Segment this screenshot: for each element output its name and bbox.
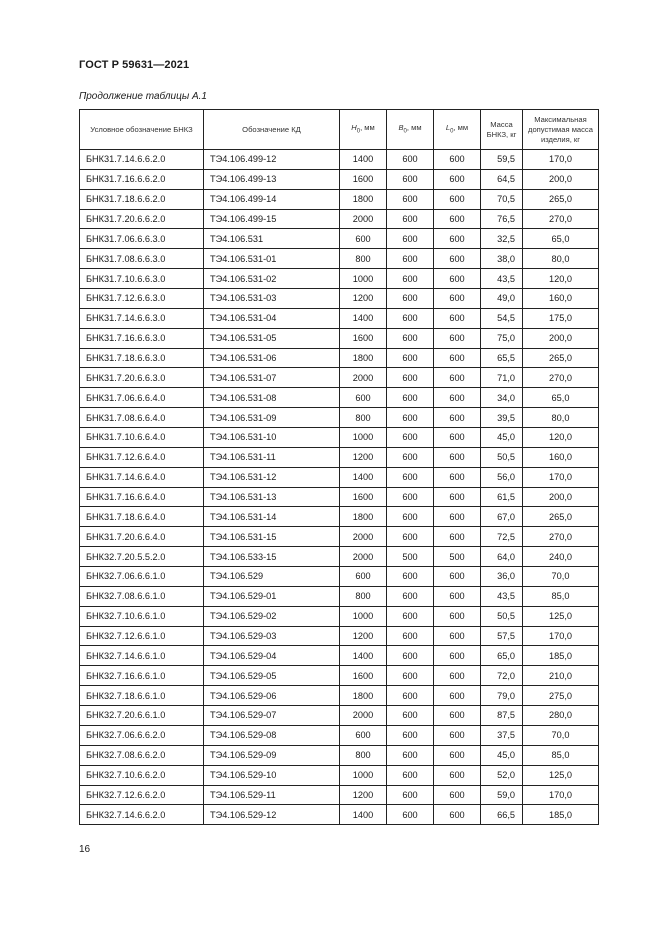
cell-h0: 1600 [340,328,387,348]
cell-h0: 1000 [340,428,387,448]
cell-max-mass: 270,0 [523,209,599,229]
cell-mass: 54,5 [481,308,523,328]
cell-mass: 66,5 [481,805,523,825]
cell-designation-kd: ТЭ4.106.531-02 [204,269,340,289]
cell-b0: 500 [387,547,434,567]
cell-b0: 600 [387,308,434,328]
cell-l0: 600 [434,269,481,289]
table-row [80,467,599,487]
cell-h0: 1200 [340,785,387,805]
table-row [80,169,599,189]
cell-designation-bnk: БНК32.7.06.6.6.2.0 [80,725,204,745]
cell-designation-kd: ТЭ4.106.531-13 [204,487,340,507]
cell-max-mass: 270,0 [523,527,599,547]
cell-h0: 2000 [340,547,387,567]
cell-designation-bnk: БНК32.7.20.5.5.2.0 [80,547,204,567]
cell-max-mass: 270,0 [523,368,599,388]
cell-l0: 600 [434,805,481,825]
cell-designation-kd: ТЭ4.106.531-14 [204,507,340,527]
cell-max-mass: 200,0 [523,169,599,189]
cell-designation-bnk: БНК32.7.14.6.6.1.0 [80,646,204,666]
cell-mass: 67,0 [481,507,523,527]
cell-mass: 65,5 [481,348,523,368]
b-unit: , мм [406,122,422,132]
cell-b0: 600 [387,229,434,249]
cell-designation-kd: ТЭ4.106.529-03 [204,626,340,646]
header-designation-bnk: Условное обозначение БНКЗ [80,110,204,150]
header-max-mass: Максимальная допустимая масса изделия, кг [523,110,599,150]
cell-mass: 64,0 [481,547,523,567]
cell-l0: 600 [434,388,481,408]
cell-l0: 600 [434,289,481,309]
table-row [80,428,599,448]
cell-l0: 600 [434,209,481,229]
table-row [80,686,599,706]
l-subscript: 0 [450,128,454,135]
table-row [80,785,599,805]
table-row [80,666,599,686]
cell-designation-kd: ТЭ4.106.529-11 [204,785,340,805]
cell-max-mass: 85,0 [523,745,599,765]
cell-designation-bnk: БНК31.7.18.6.6.3.0 [80,348,204,368]
cell-designation-bnk: БНК31.7.16.6.6.3.0 [80,328,204,348]
cell-b0: 600 [387,169,434,189]
cell-max-mass: 70,0 [523,725,599,745]
cell-max-mass: 185,0 [523,805,599,825]
cell-designation-bnk: БНК31.7.06.6.6.3.0 [80,229,204,249]
table-body [80,150,599,825]
cell-l0: 600 [434,428,481,448]
table-row [80,606,599,626]
cell-mass: 61,5 [481,487,523,507]
cell-l0: 600 [434,567,481,587]
cell-designation-kd: ТЭ4.106.529 [204,567,340,587]
cell-l0: 600 [434,308,481,328]
cell-h0: 800 [340,586,387,606]
cell-mass: 57,5 [481,626,523,646]
cell-designation-kd: ТЭ4.106.529-09 [204,745,340,765]
cell-b0: 600 [387,289,434,309]
cell-designation-bnk: БНК32.7.14.6.6.2.0 [80,805,204,825]
h-symbol: H [351,122,357,132]
cell-max-mass: 125,0 [523,606,599,626]
cell-max-mass: 120,0 [523,428,599,448]
cell-b0: 600 [387,209,434,229]
cell-max-mass: 120,0 [523,269,599,289]
cell-designation-kd: ТЭ4.106.531-05 [204,328,340,348]
cell-designation-bnk: БНК31.7.20.6.6.2.0 [80,209,204,229]
cell-b0: 600 [387,348,434,368]
cell-max-mass: 170,0 [523,150,599,170]
cell-designation-kd: ТЭ4.106.499-12 [204,150,340,170]
cell-b0: 600 [387,507,434,527]
table-row [80,388,599,408]
table-row [80,567,599,587]
cell-h0: 2000 [340,706,387,726]
cell-h0: 1000 [340,765,387,785]
cell-designation-bnk: БНК31.7.18.6.6.4.0 [80,507,204,527]
cell-h0: 1000 [340,269,387,289]
table-header-row [80,110,599,150]
table-row [80,308,599,328]
cell-b0: 600 [387,408,434,428]
cell-h0: 1600 [340,487,387,507]
cell-h0: 1200 [340,447,387,467]
cell-mass: 45,0 [481,745,523,765]
table-row [80,706,599,726]
table-row [80,805,599,825]
cell-mass: 59,0 [481,785,523,805]
cell-max-mass: 125,0 [523,765,599,785]
header-designation-kd: Обозначение КД [204,110,340,150]
cell-mass: 56,0 [481,467,523,487]
cell-designation-kd: ТЭ4.106.531-11 [204,447,340,467]
cell-b0: 600 [387,487,434,507]
cell-mass: 75,0 [481,328,523,348]
table-row [80,408,599,428]
cell-b0: 600 [387,805,434,825]
cell-max-mass: 80,0 [523,249,599,269]
cell-mass: 65,0 [481,646,523,666]
cell-l0: 600 [434,606,481,626]
cell-l0: 600 [434,785,481,805]
table-row [80,626,599,646]
cell-b0: 600 [387,725,434,745]
table-row [80,646,599,666]
cell-designation-bnk: БНК31.7.16.6.6.2.0 [80,169,204,189]
cell-designation-bnk: БНК32.7.10.6.6.2.0 [80,765,204,785]
cell-designation-kd: ТЭ4.106.531-12 [204,467,340,487]
l-unit: , мм [453,122,469,132]
cell-l0: 600 [434,725,481,745]
cell-l0: 600 [434,249,481,269]
cell-l0: 600 [434,745,481,765]
cell-l0: 600 [434,328,481,348]
cell-designation-bnk: БНК31.7.08.6.6.4.0 [80,408,204,428]
table-row [80,586,599,606]
cell-designation-kd: ТЭ4.106.533-15 [204,547,340,567]
cell-designation-bnk: БНК31.7.20.6.6.4.0 [80,527,204,547]
h-unit: , мм [360,122,375,132]
cell-b0: 600 [387,706,434,726]
cell-max-mass: 265,0 [523,507,599,527]
cell-designation-bnk: БНК32.7.12.6.6.2.0 [80,785,204,805]
l-symbol: L [445,122,451,132]
cell-b0: 600 [387,249,434,269]
cell-max-mass: 65,0 [523,229,599,249]
cell-designation-kd: ТЭ4.106.529-08 [204,725,340,745]
cell-designation-bnk: БНК31.7.08.6.6.3.0 [80,249,204,269]
cell-designation-kd: ТЭ4.106.529-05 [204,666,340,686]
cell-b0: 600 [387,785,434,805]
cell-max-mass: 275,0 [523,686,599,706]
cell-l0: 600 [434,169,481,189]
cell-l0: 600 [434,229,481,249]
cell-b0: 600 [387,447,434,467]
cell-max-mass: 170,0 [523,785,599,805]
cell-max-mass: 265,0 [523,189,599,209]
cell-designation-bnk: БНК31.7.14.6.6.3.0 [80,308,204,328]
cell-b0: 600 [387,686,434,706]
specification-table [79,109,599,825]
cell-b0: 600 [387,606,434,626]
header-b0 [387,110,434,150]
document-header: ГОСТ Р 59631—2021 [79,59,190,71]
cell-l0: 600 [434,408,481,428]
cell-b0: 600 [387,586,434,606]
cell-h0: 1600 [340,666,387,686]
cell-h0: 1400 [340,646,387,666]
cell-designation-kd: ТЭ4.106.529-10 [204,765,340,785]
cell-designation-bnk: БНК31.7.18.6.6.2.0 [80,189,204,209]
cell-mass: 38,0 [481,249,523,269]
cell-b0: 600 [387,189,434,209]
cell-designation-kd: ТЭ4.106.499-13 [204,169,340,189]
cell-h0: 600 [340,388,387,408]
cell-l0: 600 [434,706,481,726]
cell-max-mass: 175,0 [523,308,599,328]
cell-mass: 45,0 [481,428,523,448]
cell-b0: 600 [387,428,434,448]
table-row [80,368,599,388]
cell-designation-bnk: БНК32.7.16.6.6.1.0 [80,666,204,686]
cell-designation-kd: ТЭ4.106.529-02 [204,606,340,626]
table-row [80,527,599,547]
table-row [80,150,599,170]
cell-designation-bnk: БНК31.7.10.6.6.3.0 [80,269,204,289]
cell-mass: 34,0 [481,388,523,408]
cell-l0: 600 [434,646,481,666]
cell-max-mass: 210,0 [523,666,599,686]
cell-max-mass: 200,0 [523,328,599,348]
cell-designation-kd: ТЭ4.106.531-08 [204,388,340,408]
cell-mass: 50,5 [481,447,523,467]
cell-mass: 76,5 [481,209,523,229]
table-row [80,447,599,467]
cell-mass: 79,0 [481,686,523,706]
cell-max-mass: 160,0 [523,447,599,467]
cell-l0: 600 [434,765,481,785]
cell-max-mass: 85,0 [523,586,599,606]
cell-designation-bnk: БНК32.7.08.6.6.2.0 [80,745,204,765]
cell-b0: 600 [387,765,434,785]
table-row [80,189,599,209]
cell-h0: 600 [340,229,387,249]
cell-designation-bnk: БНК31.7.10.6.6.4.0 [80,428,204,448]
cell-designation-kd: ТЭ4.106.531-01 [204,249,340,269]
cell-mass: 43,5 [481,269,523,289]
cell-designation-kd: ТЭ4.106.531 [204,229,340,249]
cell-max-mass: 80,0 [523,408,599,428]
table-row [80,249,599,269]
table-row [80,725,599,745]
cell-designation-kd: ТЭ4.106.499-15 [204,209,340,229]
cell-b0: 600 [387,269,434,289]
cell-designation-kd: ТЭ4.106.531-09 [204,408,340,428]
cell-l0: 600 [434,507,481,527]
cell-b0: 600 [387,646,434,666]
table-row [80,289,599,309]
cell-max-mass: 65,0 [523,388,599,408]
cell-h0: 2000 [340,209,387,229]
cell-b0: 600 [387,150,434,170]
table-row [80,765,599,785]
page-number: 16 [79,844,91,855]
cell-mass: 50,5 [481,606,523,626]
cell-mass: 71,0 [481,368,523,388]
cell-b0: 600 [387,666,434,686]
cell-l0: 600 [434,467,481,487]
cell-b0: 600 [387,745,434,765]
cell-designation-kd: ТЭ4.106.529-07 [204,706,340,726]
cell-l0: 600 [434,586,481,606]
cell-designation-bnk: БНК32.7.08.6.6.1.0 [80,586,204,606]
cell-h0: 1800 [340,189,387,209]
cell-designation-kd: ТЭ4.106.531-10 [204,428,340,448]
table-row [80,547,599,567]
cell-max-mass: 240,0 [523,547,599,567]
cell-designation-bnk: БНК32.7.12.6.6.1.0 [80,626,204,646]
cell-mass: 72,0 [481,666,523,686]
table-row [80,269,599,289]
cell-mass: 70,5 [481,189,523,209]
table-caption: Продолжение таблицы А.1 [79,91,207,102]
cell-mass: 49,0 [481,289,523,309]
cell-designation-kd: ТЭ4.106.531-06 [204,348,340,368]
header-mass: Масса БНКЗ, кг [481,110,523,150]
cell-mass: 59,5 [481,150,523,170]
cell-designation-bnk: БНК31.7.14.6.6.4.0 [80,467,204,487]
cell-designation-bnk: БНК32.7.06.6.6.1.0 [80,567,204,587]
cell-designation-bnk: БНК31.7.12.6.6.4.0 [80,447,204,467]
cell-b0: 600 [387,527,434,547]
table-row [80,745,599,765]
cell-b0: 600 [387,368,434,388]
cell-h0: 1000 [340,606,387,626]
cell-mass: 52,0 [481,765,523,785]
cell-l0: 600 [434,626,481,646]
cell-mass: 39,5 [481,408,523,428]
cell-h0: 1200 [340,289,387,309]
table-row [80,209,599,229]
cell-h0: 1800 [340,348,387,368]
cell-designation-bnk: БНК31.7.20.6.6.3.0 [80,368,204,388]
header-h0 [340,110,387,150]
cell-designation-kd: ТЭ4.106.529-01 [204,586,340,606]
cell-mass: 37,5 [481,725,523,745]
cell-designation-kd: ТЭ4.106.531-15 [204,527,340,547]
cell-l0: 600 [434,348,481,368]
cell-h0: 1200 [340,626,387,646]
table-row [80,328,599,348]
cell-max-mass: 70,0 [523,567,599,587]
cell-h0: 1400 [340,308,387,328]
b-symbol: B [398,122,404,132]
cell-max-mass: 265,0 [523,348,599,368]
cell-l0: 600 [434,666,481,686]
h-subscript: 0 [356,128,361,135]
cell-b0: 600 [387,467,434,487]
cell-designation-kd: ТЭ4.106.499-14 [204,189,340,209]
cell-designation-bnk: БНК31.7.14.6.6.2.0 [80,150,204,170]
cell-mass: 64,5 [481,169,523,189]
cell-h0: 600 [340,567,387,587]
cell-designation-bnk: БНК32.7.18.6.6.1.0 [80,686,204,706]
cell-h0: 600 [340,725,387,745]
cell-h0: 1600 [340,169,387,189]
table-row [80,229,599,249]
cell-l0: 600 [434,189,481,209]
cell-designation-kd: ТЭ4.106.529-12 [204,805,340,825]
cell-designation-kd: ТЭ4.106.529-04 [204,646,340,666]
cell-b0: 600 [387,388,434,408]
cell-l0: 600 [434,686,481,706]
cell-h0: 1800 [340,686,387,706]
cell-max-mass: 200,0 [523,487,599,507]
cell-designation-bnk: БНК32.7.10.6.6.1.0 [80,606,204,626]
header-l0 [434,110,481,150]
cell-max-mass: 280,0 [523,706,599,726]
table-row [80,348,599,368]
cell-mass: 72,5 [481,527,523,547]
cell-h0: 2000 [340,527,387,547]
cell-designation-bnk: БНК32.7.20.6.6.1.0 [80,706,204,726]
cell-l0: 600 [434,487,481,507]
cell-h0: 1400 [340,150,387,170]
cell-l0: 500 [434,547,481,567]
cell-designation-bnk: БНК31.7.06.6.6.4.0 [80,388,204,408]
table-row [80,507,599,527]
cell-designation-bnk: БНК31.7.12.6.6.3.0 [80,289,204,309]
cell-h0: 800 [340,408,387,428]
cell-h0: 800 [340,745,387,765]
cell-designation-bnk: БНК31.7.16.6.6.4.0 [80,487,204,507]
cell-max-mass: 160,0 [523,289,599,309]
b-subscript: 0 [403,128,407,135]
cell-designation-kd: ТЭ4.106.531-04 [204,308,340,328]
cell-l0: 600 [434,527,481,547]
cell-h0: 1400 [340,805,387,825]
cell-mass: 36,0 [481,567,523,587]
cell-mass: 32,5 [481,229,523,249]
cell-b0: 600 [387,567,434,587]
cell-h0: 1800 [340,507,387,527]
cell-h0: 800 [340,249,387,269]
cell-max-mass: 170,0 [523,467,599,487]
table-row [80,487,599,507]
cell-mass: 87,5 [481,706,523,726]
cell-designation-kd: ТЭ4.106.531-07 [204,368,340,388]
cell-max-mass: 170,0 [523,626,599,646]
cell-mass: 43,5 [481,586,523,606]
cell-max-mass: 185,0 [523,646,599,666]
cell-l0: 600 [434,447,481,467]
cell-designation-kd: ТЭ4.106.531-03 [204,289,340,309]
cell-h0: 1400 [340,467,387,487]
cell-b0: 600 [387,328,434,348]
cell-l0: 600 [434,368,481,388]
cell-designation-kd: ТЭ4.106.529-06 [204,686,340,706]
cell-b0: 600 [387,626,434,646]
cell-l0: 600 [434,150,481,170]
cell-h0: 2000 [340,368,387,388]
